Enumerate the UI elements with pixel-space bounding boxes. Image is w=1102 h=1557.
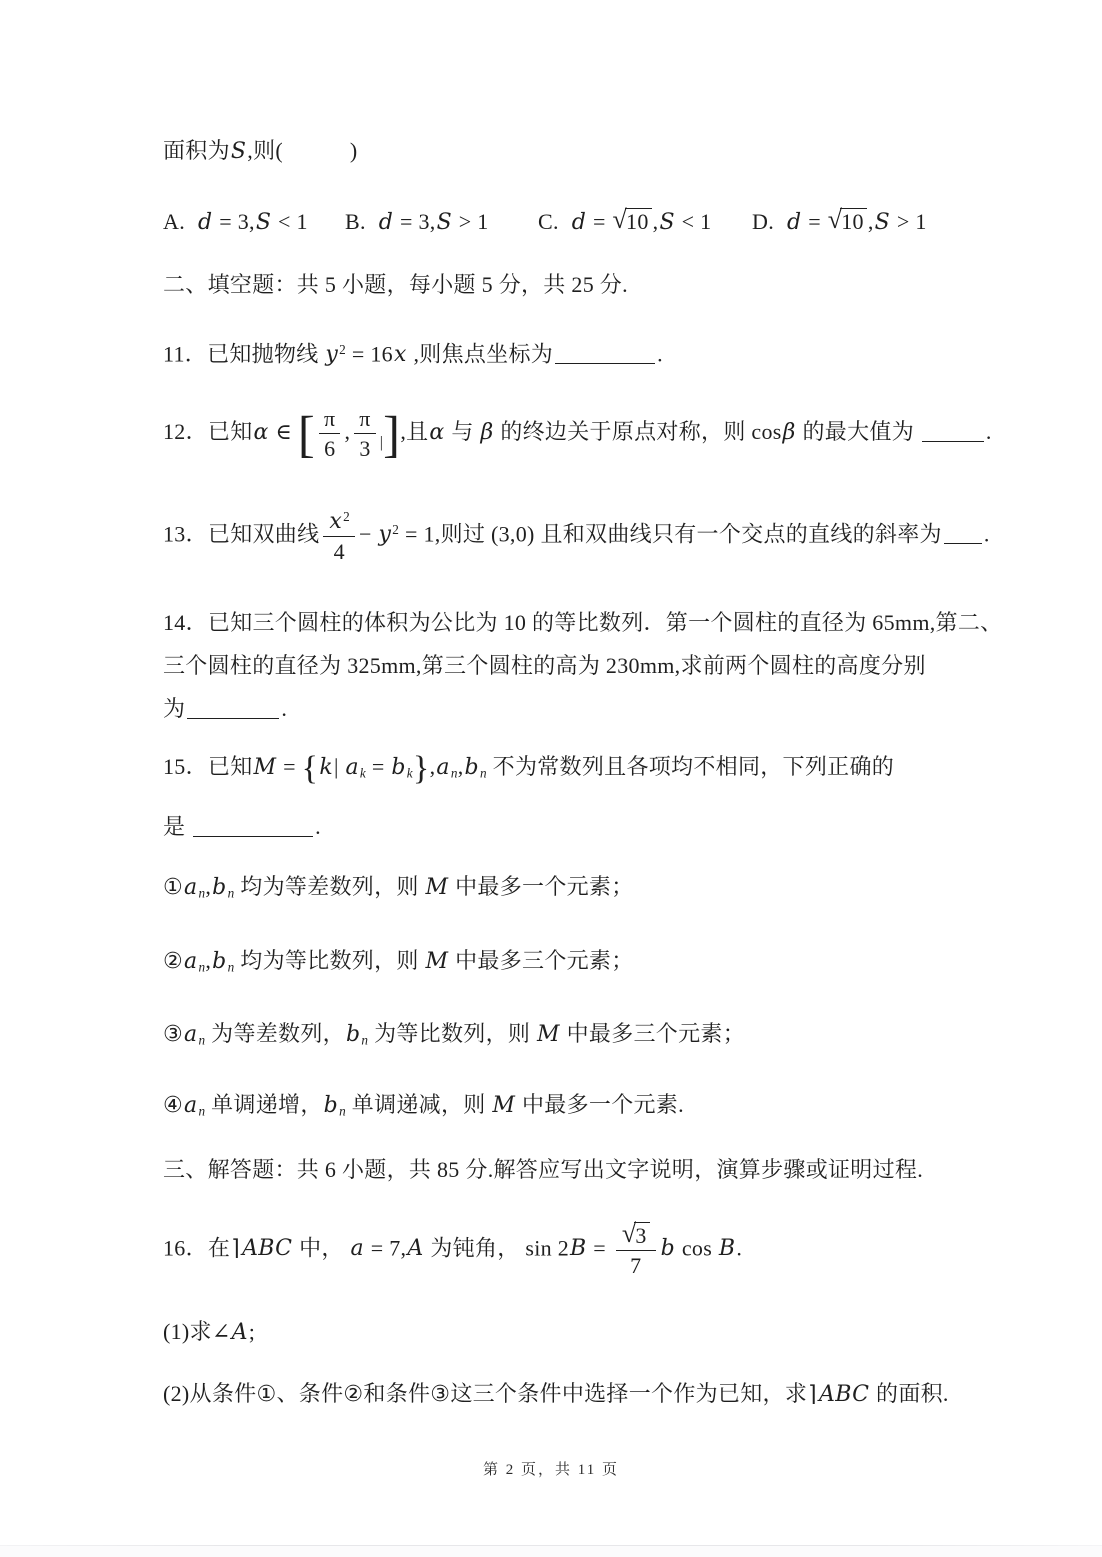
answer-blank (944, 539, 982, 544)
question-11: 11．已知抛物线 $y^2 = 16x$ ,则焦点坐标为 . (163, 341, 663, 368)
option-c: C. d = √10 ,S < 1 (538, 205, 712, 235)
section-2-header: 二、填空题：共 5 小题，每小题 5 分，共 25 分. (163, 272, 628, 297)
option-a: A. d = 3,S < 1 (163, 209, 308, 235)
radical: √10 (612, 207, 651, 237)
answer-blank (193, 832, 313, 837)
question-10-continuation: 面积为S,则( ) (163, 138, 358, 164)
radical: √3 (622, 1222, 650, 1248)
question-15-line2: 是 . (163, 814, 321, 839)
page-number-footer: 第 2 页，共 11 页 (483, 1462, 619, 1478)
statement-1: ①an,bn 均为等差数列，则 M 中最多一个元素； (163, 874, 634, 901)
answer-blank (187, 714, 279, 719)
fraction: $\frac{\pi}{3}$ (354, 406, 375, 462)
statement-3: ③an 为等差数列，bn 为等比数列，则 M 中最多三个元素； (163, 1021, 745, 1048)
question-14-line2: 三个圆柱的直径为 325mm,第三个圆柱的高为 230mm,求前两个圆柱的高度分别 (163, 653, 926, 678)
statement-4: ④an 单调递增，bn 单调递减，则 M 中最多一个元素. (163, 1092, 684, 1119)
question-14-line1: 14．已知三个圆柱的体积为公比为 10 的等比数列．第一个圆柱的直径为 65mm,第二、 (163, 610, 1003, 635)
statement-2: ②an,bn 均为等比数列，则 M 中最多三个元素； (163, 948, 634, 975)
question-16: 16．在⌉ABC 中， a = 7,A 为钝角， sin 2B = $\frac{√3}{7}$ b cos B. (163, 1219, 743, 1279)
fraction: $\frac{√3}{7}$ (616, 1222, 656, 1279)
option-b: B. d = 3,S > 1 (345, 209, 489, 235)
question-12: 12．已知α ∈ [ $\frac{\pi}{6}$ , $\frac{\pi}{3}$ $_|$],且α 与 β 的终边关于原点对称，则 cosβ 的最大值为 . (163, 405, 992, 462)
section-3-header: 三、解答题：共 6 小题，共 85 分.解答应写出文字说明，演算步骤或证明过程. (163, 1157, 924, 1182)
answer-blank (922, 437, 984, 442)
option-d: D. d = √10 ,S > 1 (752, 205, 927, 235)
answer-blank (555, 359, 655, 364)
fraction: $\frac{\pi}{6}$ (319, 406, 340, 462)
question-16-part2: (2)从条件①、条件②和条件③这三个条件中选择一个作为已知，求⌉ABC 的面积. (163, 1381, 949, 1407)
question-16-part1: (1)求∠A; (163, 1319, 256, 1345)
question-13: 13．已知双曲线 $\frac{x^2}{4}$ − $y^2 = 1$,则过 (3,0) 且和双曲线只有一个交点的直线的斜率为 . (163, 508, 990, 565)
fraction: $\frac{x^2}{4}$ (323, 508, 355, 565)
radical: √10 (828, 207, 867, 237)
question-15-line1: 15．已知M = {k| ak = bk},an,bn 不为常数列且各项均不相同，下列正确的 (163, 749, 895, 787)
question-14-line3: 为 . (163, 696, 288, 721)
page-below-area (0, 1546, 1102, 1557)
